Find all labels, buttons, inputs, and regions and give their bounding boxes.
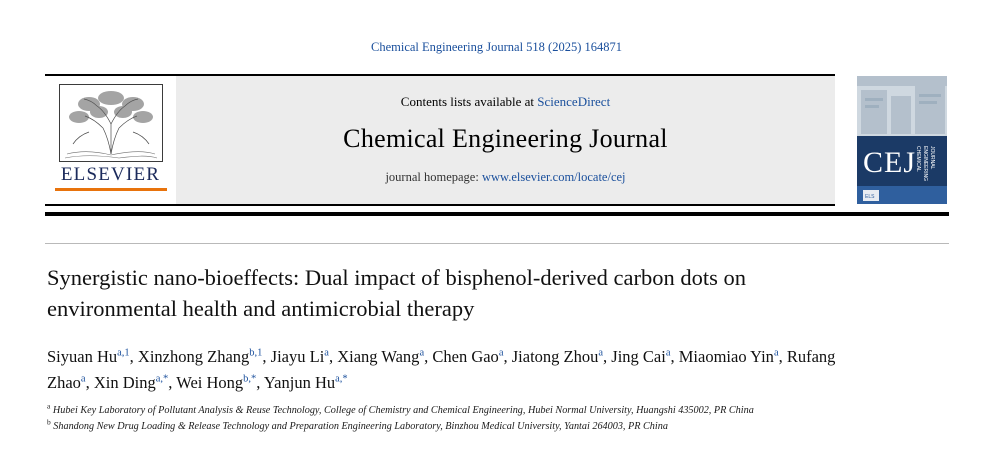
author-name: Wei Hong (176, 373, 244, 392)
author-name: Yanjun Hu (263, 373, 336, 392)
affiliation-mark: a (47, 401, 51, 411)
elsevier-logo (45, 76, 176, 204)
affiliation-row (47, 401, 897, 418)
svg-text:JOURNAL: JOURNAL (929, 146, 935, 170)
header-separator-thick (45, 212, 949, 216)
author-name: Jiayu Li (270, 347, 325, 366)
svg-text:CHEMICAL: CHEMICAL (915, 146, 921, 172)
header-separator-thin (45, 243, 949, 244)
affiliation-list (47, 401, 897, 436)
svg-text:CEJ: CEJ (863, 146, 917, 179)
author-affiliation-mark: a (665, 347, 671, 359)
author-affiliation-mark: a,* (155, 373, 169, 385)
sciencedirect-link[interactable]: ScienceDirect (537, 93, 611, 109)
author-affiliation-mark: a (80, 373, 86, 385)
affiliation-text: Shandong New Drug Loading & Release Technology and Preparation Engineering Laboratory, Binzhou Medical University, Yantai 264003, PR China (50, 421, 668, 432)
author-name: Miaomiao Yin (678, 347, 774, 366)
author-affiliation-mark: a (419, 347, 425, 359)
elsevier-orange-rule (55, 188, 167, 191)
author-list: Siyuan Hu$^{a,1}$, Xinzhong Zhang$^{b,1}$, Jiayu Li$^a$, Xiang Wang$^a$, Chen Gao$^a$, Jiatong Zhou$^a$, Jing Cai$^a$, Miaomiao Yin$^a$, Rufang Zhao$^a$, Xin Ding$^{a,*}$, Wei Hong$^{b,*}$, Yanjun $Hu^{a,*}$ (47, 347, 836, 392)
journal-cover-thumbnail (855, 74, 949, 206)
page-title: Synergistic nano-bioeffects: Dual impact of bisphenol-derived carbon dots on environmental health and antimicrobial therapy (47, 265, 746, 321)
contents-prefix: Contents lists available at (400, 93, 538, 109)
author-name: Rufang Zhao (47, 347, 836, 392)
author-name: Siyuan Hu (47, 347, 118, 366)
author-name: Xin Ding (93, 373, 156, 392)
author-affiliation-mark: b,* (243, 373, 257, 385)
affiliation-mark: b (47, 417, 51, 427)
journal-masthead (45, 74, 835, 206)
cover-artwork (855, 74, 949, 206)
author-affiliation-mark: b,1 (249, 347, 263, 359)
author-affiliation-mark: a,1 (117, 347, 130, 359)
journal-homepage-link[interactable]: www.elsevier.com/locate/cej (481, 169, 626, 184)
contents-available-line (401, 94, 610, 110)
author-name: Jiatong Zhou (511, 347, 599, 366)
author-affiliation-mark: a (773, 347, 779, 359)
svg-text:ENGINEERING: ENGINEERING (922, 146, 928, 182)
author-affiliation-mark: a,* (335, 373, 348, 385)
author-name: Chen Gao (432, 347, 499, 366)
svg-text:ELS: ELS (865, 194, 875, 200)
journal-title: Chemical Engineering Journal (343, 123, 668, 153)
author-name: Jing Cai (611, 347, 666, 366)
author-name: Xinzhong Zhang (137, 347, 250, 366)
running-head: Chemical Engineering Journal 518 (2025) 164871 (371, 40, 622, 54)
elsevier-tree-icon (59, 84, 163, 162)
elsevier-wordmark: ELSEVIER (60, 164, 161, 185)
author-name: Xiang Wang (337, 347, 420, 366)
affiliation-row (47, 417, 897, 434)
author-affiliation-mark: a (498, 347, 504, 359)
journal-title-block (176, 76, 835, 204)
affiliation-text: Hubei Key Laboratory of Pollutant Analysis & Reuse Technology, College of Chemistry and Chemical Engineering, Hubei Normal University, Huangshi 435002, PR China (50, 405, 754, 416)
author-affiliation-mark: a (598, 347, 604, 359)
journal-homepage-line (385, 170, 625, 185)
homepage-prefix: journal homepage: (385, 169, 482, 184)
author-affiliation-mark: a (324, 347, 329, 359)
